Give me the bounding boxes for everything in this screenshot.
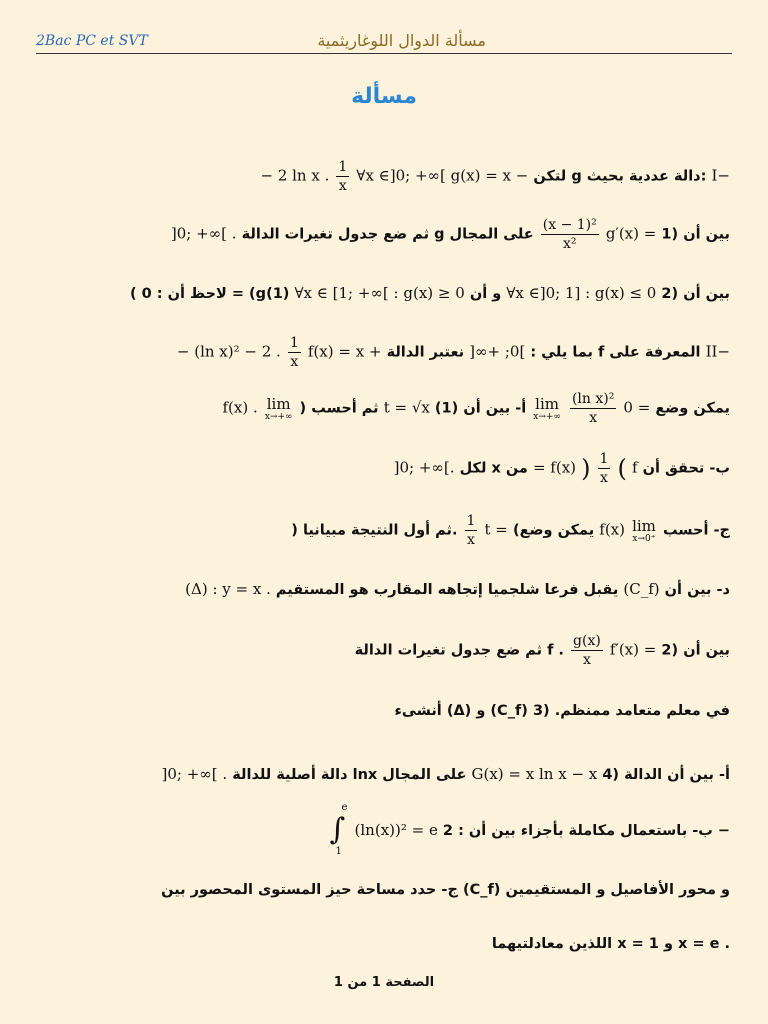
limit-subscript: x→+∞ [533, 411, 561, 422]
fraction-denominator: x² [563, 236, 577, 252]
q1b-text-a: ب- تحقق أن [642, 460, 730, 477]
q2-number: (2 [661, 286, 679, 302]
q1b-interval: ]0; +∞[. [393, 458, 455, 477]
part1-intro-text: لتكن g دالة عددية بحيث: [533, 168, 707, 185]
page-footer: الصفحة 1 من 1 [333, 975, 435, 990]
q1a-math-c: f(x) . [222, 398, 258, 417]
q1a-text-c: ) ثم أحسب [299, 400, 379, 417]
q3-number: (3 [532, 703, 550, 719]
part1-intro-math-b: − 2 ln x . [260, 166, 330, 185]
part1-question-2 [24, 284, 730, 302]
right-paren: ) [581, 454, 591, 483]
header-divider [36, 53, 732, 54]
q1a-number: (1 [441, 400, 459, 417]
fraction-numerator: (x − 1)² [542, 217, 597, 233]
part2-intro-interval: ]0; +∞[ [469, 342, 526, 361]
part1-question-1 [24, 216, 730, 253]
fraction-denominator: x [589, 410, 598, 426]
q4a-interval: ]0; +∞[ . [161, 765, 228, 783]
q1-interval: ]0; +∞[ . [170, 224, 237, 243]
q4b-math: (ln(x))² = e [354, 821, 438, 839]
q2-hint: ( لاحظ أن : 0 = (g(1) [129, 286, 290, 302]
q1b-text-b: لكل x من [459, 460, 528, 477]
q1a-limit-2 [265, 396, 293, 422]
q1a-text-a: أ- بين أن [463, 400, 527, 417]
part2-intro-math-b: f(x) = x + [307, 342, 382, 361]
limit-word: lim [632, 516, 656, 535]
q2-text-a: بين أن [683, 286, 730, 302]
q2-math-a: ∀x ∈]0; 1] : g(x) ≤ 0 [506, 284, 657, 302]
part2-question-1a [24, 390, 730, 427]
q1a-text-b: (يمكن وضع [434, 400, 730, 417]
q1a-fraction [570, 390, 616, 427]
q1d-math-b: (Δ) : y = x . [185, 580, 271, 598]
part2-question-4a [24, 765, 730, 783]
part2-label: II− [705, 342, 730, 361]
q1c-text-c: ) ثم أول النتيجة مبيانيا. [291, 522, 458, 539]
limit-subscript: x→+∞ [264, 411, 293, 422]
part2-question-4c-line2 [24, 936, 730, 952]
limit-word: lim [266, 394, 291, 413]
fraction-numerator: 1 [289, 335, 299, 351]
fraction-denominator: x [467, 532, 475, 548]
part2-question-4b [24, 802, 730, 857]
part1-intro [24, 158, 730, 195]
fraction-numerator: 1 [338, 159, 348, 175]
part1-intro-fraction [336, 158, 349, 195]
q4a-math-a: G(x) = x ln x − x [471, 765, 598, 783]
part2-question-2 [24, 632, 730, 669]
q1c-text-a: ج- أحسب [662, 522, 730, 539]
q2-math-b: ∀x ∈ [1; +∞[ : g(x) ≥ 0 [294, 284, 465, 302]
q1c-text-b: (يمكن وضع [512, 522, 595, 539]
q2b-fraction [571, 632, 603, 669]
q1-text-b: ثم ضع جدول تغيرات الدالة g على المجال [241, 226, 534, 243]
part1-intro-math-a: ∀x ∈]0; +∞[ g(x) = x − [356, 166, 529, 185]
part2-question-1c [24, 512, 730, 549]
q2b-text-b: ثم ضع جدول تغيرات الدالة f . [354, 642, 564, 659]
q4b-text: ب- باستعمال مكاملة بأجزاء بين أن : 2 − [442, 823, 730, 839]
q1c-fraction [465, 512, 478, 549]
q1a-math-b: t = √x [383, 398, 430, 417]
q2b-number: (2 [661, 642, 679, 659]
q1c-math-b: t = [484, 520, 508, 539]
q4a-number: (4 [602, 767, 620, 783]
part1-label: I− [711, 166, 730, 185]
fraction-denominator: x [290, 354, 299, 370]
part2-intro-fraction [288, 334, 301, 371]
fraction-numerator: 1 [599, 451, 609, 467]
q3-text: أنشىء (Δ) و (C_f) في معلم متعامد ممنظم. [394, 703, 730, 719]
fraction-numerator: (ln x)² [571, 391, 615, 407]
header-topic-title: مسألة الدوال اللوغاريثمية [317, 31, 486, 50]
q1c-math-a: f(x) [599, 520, 625, 539]
left-paren: ( [617, 454, 627, 483]
limit-subscript: x→0⁺ [632, 533, 656, 544]
q2-text-b: و أن [469, 286, 502, 302]
fraction-numerator: g(x) [573, 633, 601, 649]
q1-number: (1 [661, 226, 679, 243]
q1d-text-b: يقبل فرعا شلجميا إتجاهه المقارب هو المستقيم [275, 582, 619, 598]
q1d-text-a: د- بين أن [664, 582, 730, 598]
q1a-math-a: = 0 [623, 398, 651, 417]
part2-intro [24, 334, 730, 371]
part2-question-1b [24, 450, 730, 487]
page-title: مسألة [351, 84, 417, 109]
q2b-math-a: f′(x) = [609, 640, 657, 659]
q2b-text-a: بين أن [683, 642, 730, 659]
part2-question-1d [24, 580, 730, 598]
q1b-fraction [598, 450, 611, 487]
fraction-denominator: x [338, 178, 347, 194]
part2-intro-text-b: بما يلي : [530, 344, 593, 361]
q1-derivative: g′(x) = [605, 224, 657, 243]
part2-question-4c-line1 [24, 882, 730, 898]
q1c-limit [632, 518, 656, 544]
integral-upper-bound: e [341, 802, 348, 813]
q1a-limit-1 [533, 396, 561, 422]
q1d-math-a: (C_f) [623, 580, 660, 598]
q4a-text-b: دالة أصلية للدالة lnx على المجال [232, 767, 467, 783]
fraction-denominator: x [600, 470, 608, 486]
part2-intro-math-c: − (ln x)² − 2 . [176, 342, 281, 361]
q4c-text-b: اللذين معادلتيهما x = 1 و x = e . [491, 936, 730, 952]
q4a-text-a: أ- بين أن الدالة [624, 767, 730, 783]
part2-intro-text-a: نعتبر الدالة f المعرفة على [386, 344, 701, 361]
integral-sign: ∫ e 1 [329, 802, 348, 857]
q1-fraction [541, 216, 599, 253]
q1b-math-a: f [631, 458, 638, 477]
q4c-text-a: ج- حدد مساحة حيز المستوى المحصور بين (C_f) و محور الأفاصيل و المستقيمين [161, 882, 730, 898]
q1b-math-b: = f(x) [532, 458, 577, 477]
fraction-denominator: x [582, 652, 591, 668]
q1-text-a: بين أن [683, 226, 730, 243]
part2-question-3 [24, 703, 730, 719]
integral-lower-bound: 1 [335, 846, 342, 857]
limit-word: lim [535, 394, 559, 413]
fraction-numerator: 1 [466, 513, 476, 529]
header-level-label: 2Bac PC et SVT [36, 33, 148, 49]
